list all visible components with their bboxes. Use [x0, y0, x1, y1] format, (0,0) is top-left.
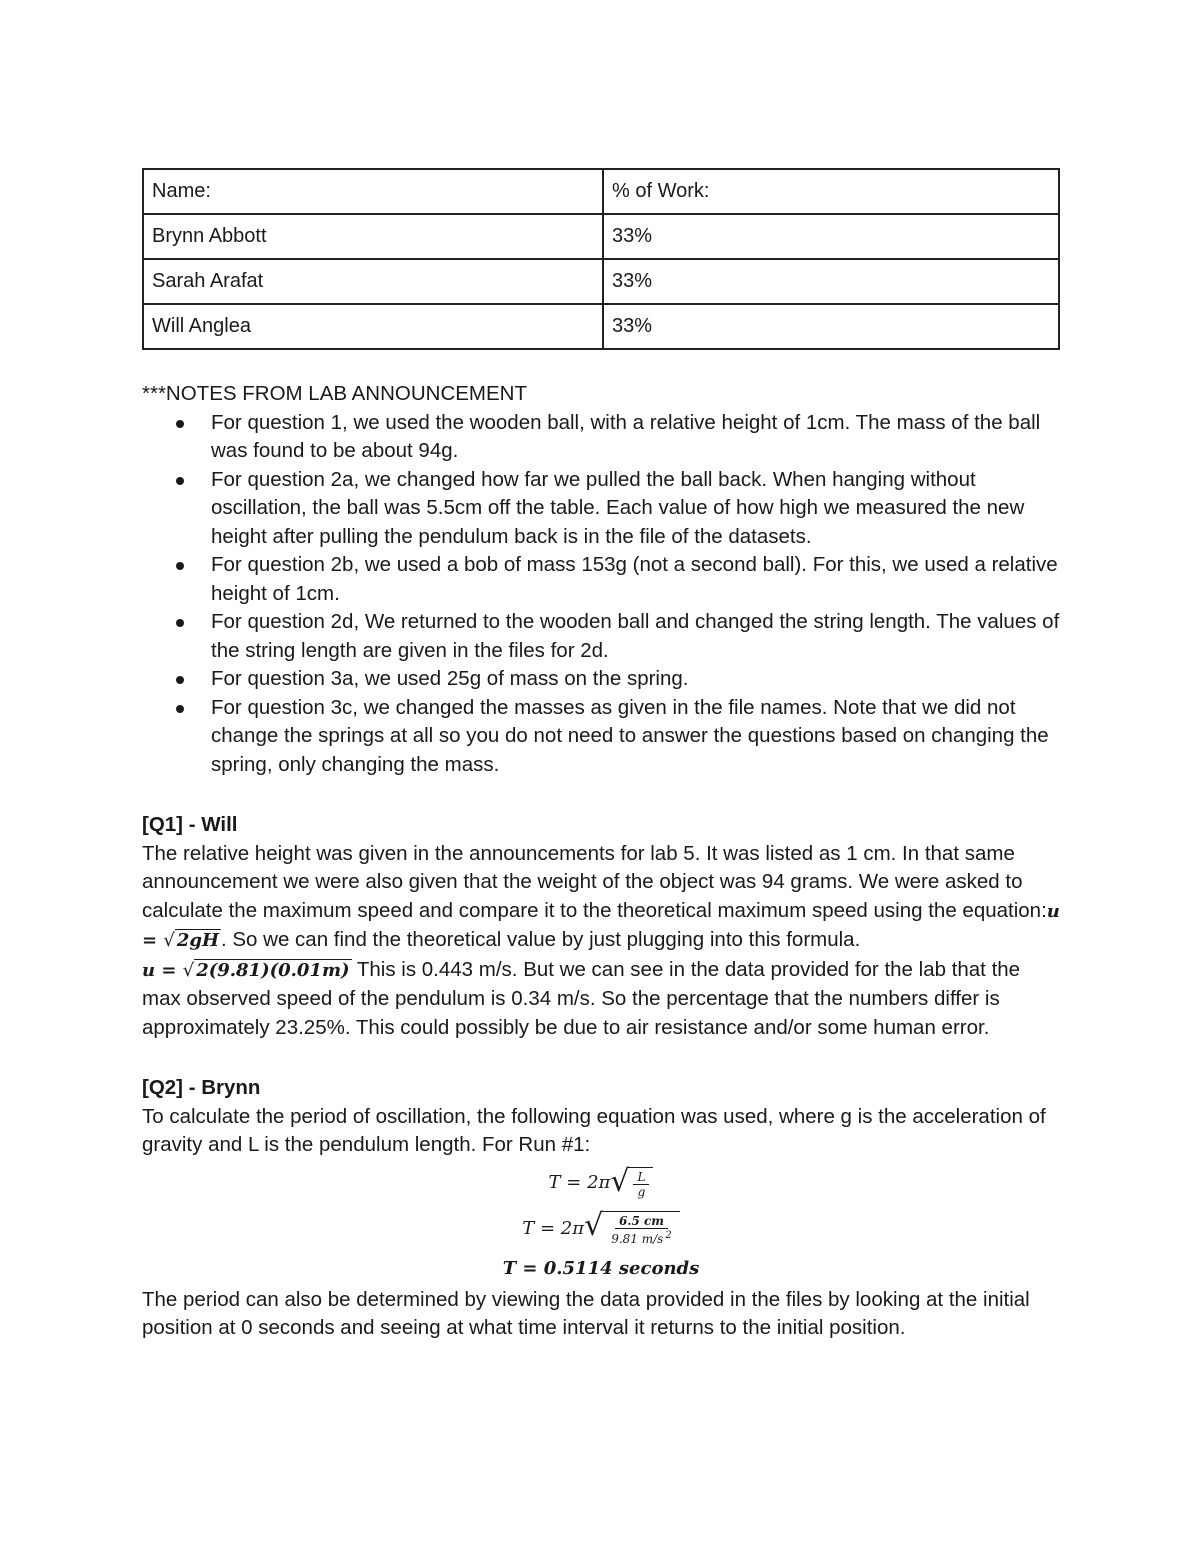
bullet-icon	[176, 619, 184, 627]
list-item	[211, 409, 1060, 466]
list-item-text: For question 2b, we used a bob of mass 153g (not a second ball). For this, we used a relative height of 1cm.	[211, 553, 1058, 605]
q1-section	[142, 811, 1060, 1042]
list-item-text: For question 3a, we used 25g of mass on the spring.	[211, 667, 689, 690]
sqrt-symbol: √ 2gH	[163, 930, 219, 951]
list-item-text: For question 3c, we changed the masses as given in the file names. Note that we did not change the springs at all so you do not need to answer the questions based on changing the spring, only changing the mass.	[211, 695, 1049, 776]
sqrt-symbol: √ $\frac{L}{g}$	[610, 1167, 653, 1199]
list-item	[211, 694, 1060, 780]
speed-equation-radicand: 2gH	[176, 930, 219, 951]
speed-calculation-radicand: 2(9.81)(0.01m)	[196, 959, 350, 981]
fraction-numerator: L	[633, 1170, 649, 1185]
table-cell-percent: 33%	[603, 214, 1059, 259]
table-header-name: Name:	[143, 169, 603, 214]
list-item	[211, 665, 1060, 694]
period-substitution-lhs: T = 2π	[522, 1218, 585, 1239]
list-item-text: For question 1, we used the wooden ball, with a relative height of 1cm. The mass of the ball was found to be about 94g.	[211, 410, 1041, 462]
exponent: 2	[665, 1230, 672, 1241]
speed-equation-lhs: u =	[142, 900, 1060, 951]
fraction-denominator	[607, 1229, 676, 1246]
period-equations	[142, 1160, 1060, 1286]
list-item	[211, 608, 1060, 665]
list-item	[211, 551, 1060, 608]
q1-heading: [Q1] - Will	[142, 813, 238, 836]
speed-calculation	[142, 960, 352, 981]
list-item-text: For question 2a, we changed how far we pulled the ball back. When hanging without oscillation, the ball was 5.5cm off the table. Each value of how high we measured the new height after pulling the pendulum back is in the file of the datasets.	[211, 467, 1025, 548]
document-page	[142, 168, 1060, 1343]
bullet-icon	[176, 705, 184, 713]
period-substitution	[142, 1206, 1060, 1252]
q1-body	[142, 840, 1060, 1043]
list-item	[211, 466, 1060, 552]
fraction-numerator: 6.5 cm	[615, 1214, 668, 1229]
period-formula-lhs: T = 2π	[548, 1172, 611, 1193]
bullet-icon	[176, 477, 184, 485]
fraction-denominator: g	[637, 1184, 646, 1199]
table-cell-name: Brynn Abbott	[143, 214, 603, 259]
table-row	[143, 214, 1059, 259]
table-cell-name: Sarah Arafat	[143, 259, 603, 304]
sqrt-symbol: √ $\frac{6.5 cm}{9.81 m/s ^2}$	[584, 1211, 680, 1246]
bullet-icon	[176, 676, 184, 684]
sqrt-symbol: √ 2(9.81)(0.01m)	[182, 959, 350, 981]
list-item-text: For question 2d, We returned to the wooden ball and changed the string length. The values of the string length are given in the files for 2d.	[211, 610, 1060, 662]
q2-heading: [Q2] - Brynn	[142, 1076, 261, 1099]
table-header-row	[143, 169, 1059, 214]
speed-calculation-lhs: u =	[142, 959, 177, 981]
notes-title: ***NOTES FROM LAB ANNOUNCEMENT	[142, 382, 527, 405]
table-row	[143, 304, 1059, 349]
work-distribution-table	[142, 168, 1060, 350]
notes-list	[142, 409, 1060, 780]
table-cell-percent: 33%	[603, 259, 1059, 304]
table-cell-name: Will Anglea	[143, 304, 603, 349]
bullet-icon	[176, 420, 184, 428]
q2-text-1: To calculate the period of oscillation, the following equation was used, where g is the acceleration of gravity and L is the pendulum length. For Run #1:	[142, 1104, 1046, 1156]
table-header-percent: % of Work:	[603, 169, 1059, 214]
q1-text-2: . So we can find the theoretical value by just plugging into this formula.	[220, 928, 861, 951]
table-cell-percent: 33%	[603, 304, 1059, 349]
q1-text-3: This is 0.443 m/s. But we can see in the data provided for the lab that the max observed speed of the pendulum is 0.34 m/s. So the percentage that the numbers differ is approximately 23.25%. This could possibly be due to air resistance and/or some human error.	[142, 957, 1021, 1039]
q1-text-1: The relative height was given in the announcements for lab 5. It was listed as 1 cm. In that same announcement we were also given that the weight of the object was 94 grams. We were asked to calculate the maximum speed and compare it to the theoretical maximum speed using the equation:	[142, 841, 1047, 922]
q2-text-2: The period can also be determined by viewing the data provided in the files by looking at the initial position at 0 seconds and seeing at what time interval it returns to the initial position.	[142, 1287, 1030, 1339]
table-row	[143, 259, 1059, 304]
period-result: T = 0.5114 seconds	[502, 1258, 700, 1279]
q2-section	[142, 1074, 1060, 1343]
period-formula	[142, 1160, 1060, 1206]
fraction-denominator-text: 9.81 m/s	[611, 1232, 664, 1246]
bullet-icon	[176, 562, 184, 570]
